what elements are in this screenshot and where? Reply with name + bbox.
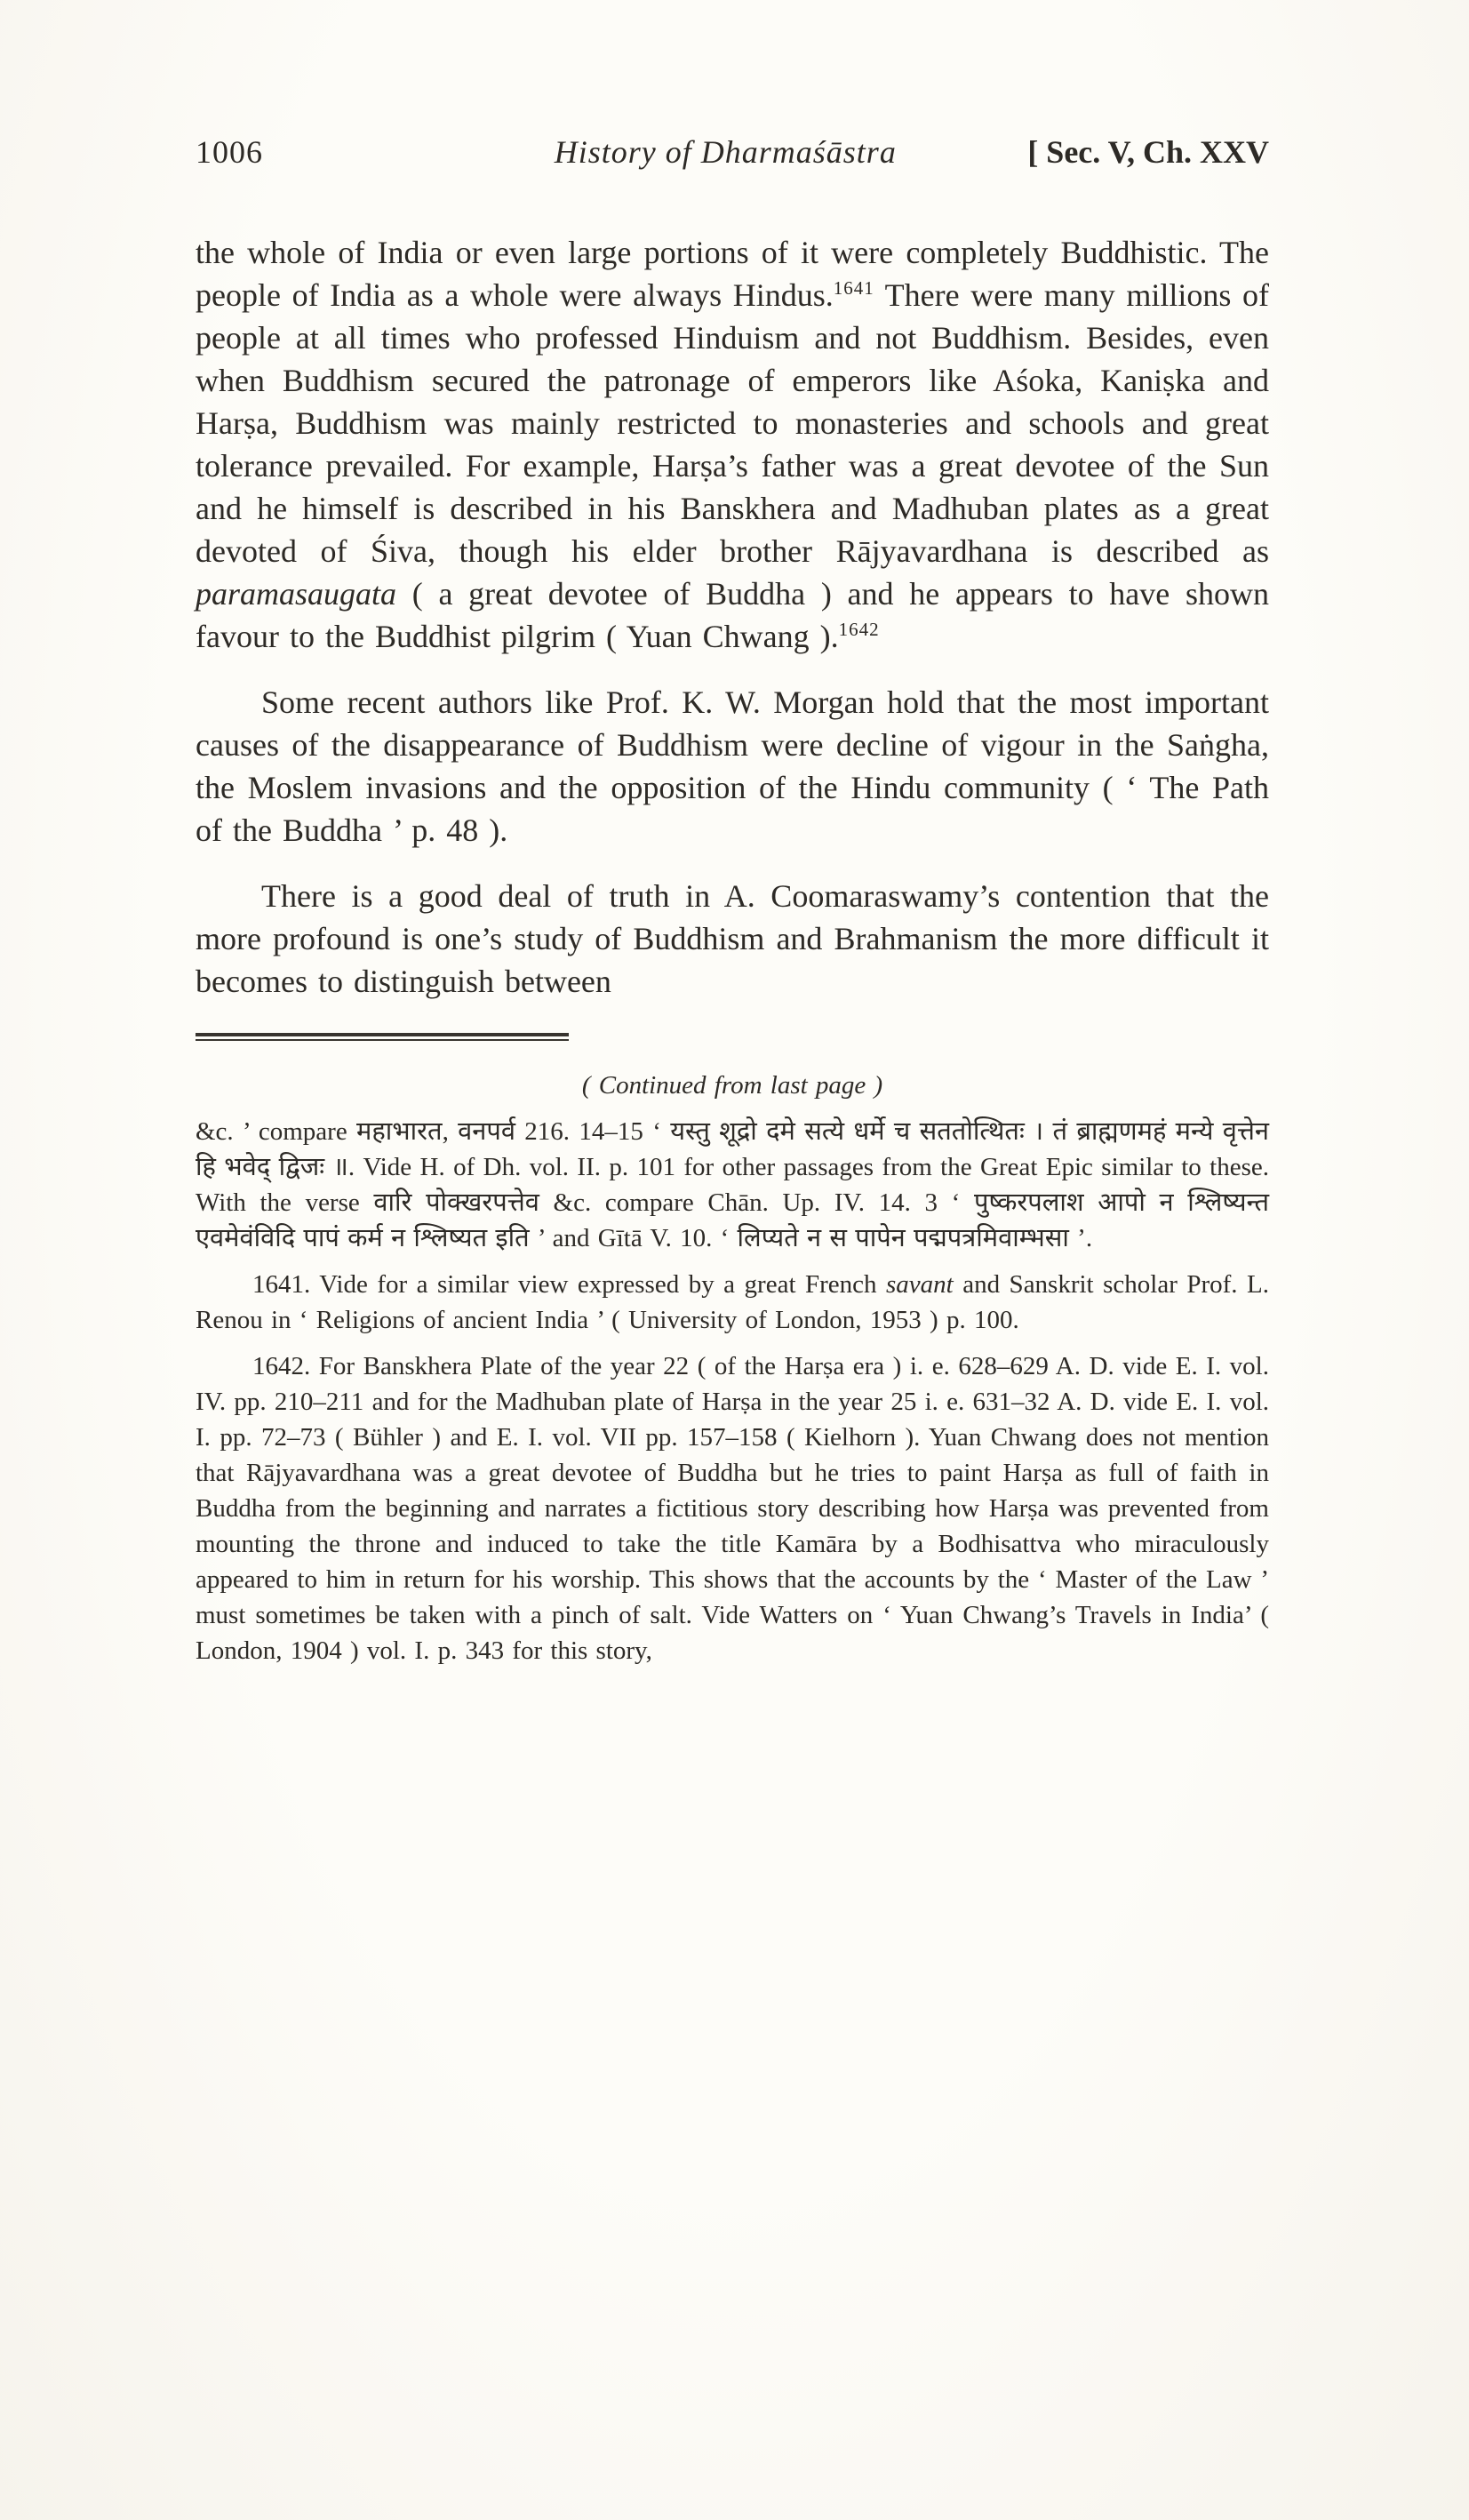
footnotes-section xyxy=(196,1068,1269,1668)
footnote-text-segment: 1641. Vide for a similar view expressed by a great French xyxy=(252,1270,886,1299)
body-paragraph-1 xyxy=(196,231,1269,658)
footnote-ref-1641: 1641 xyxy=(833,277,874,299)
running-title: History of Dharmaśāstra xyxy=(554,134,897,170)
body-text-segment: ( a great devotee of Buddha ) and he appears to have shown favour to the Buddhist pilgrim ( Yuan Chwang ). xyxy=(196,576,1269,654)
body-paragraph-2: Some recent authors like Prof. K. W. Morgan hold that the most important causes of the disappearance of Buddhism were decline of vigour in the Saṅgha, the Moslem invasions and the opposition of the Hindu community ( ‘ The Path of the Buddha ’ p. 48 ). xyxy=(196,684,1269,848)
running-head xyxy=(196,133,1269,188)
body-text-segment: There were many millions of people at all times who professed Hinduism and not Buddhism. Besides, even when Buddhism secured the patronage of emperors like Aśoka, Kaniṣka and Harṣa, Buddhism was mainly restricted to monasteries and schools and great tolerance prevailed. For example, Harṣa’s father was a great devotee of the Sun and he himself is described in his Banskhera and Madhuban plates as a great devoted of Śiva, though his elder brother Rājyavardhana is described as xyxy=(196,277,1270,569)
footnote-1641 xyxy=(196,1267,1269,1338)
footnote-continuation: &c. ’ compare महाभारत, वनपर्व 216. 14–15 ‘ यस्तु शूद्रो दमे सत्ये धर्मे च सततोत्थितः । तं ब्राह्मणमहं मन्ये वृत्तेन हि भवेद् द्विजः ॥. Vide H. of Dh. vol. II. p. 101 for other passages from the Great Epic similar to these. With the verse वारि पोक्खरपत्तेव &c. compare Chān. Up. IV. 14. 3 ‘ पुष्करपलाश आपो न श्लिष्यन्त एवमेवंविदि पापं कर्म न श्लिष्यत इति ’ and Gītā V. 10. ‘ लिप्यते न स पापेन पद्मपत्रमिवाम्भसा ’. xyxy=(196,1117,1269,1252)
footnote-separator xyxy=(196,1033,569,1041)
footnote-ref-1642: 1642 xyxy=(838,619,880,640)
footnote-1642: 1642. For Banskhera Plate of the year 22 ( of the Harṣa era ) i. e. 628–629 A. D. vide E. I. vol. IV. pp. 210–211 and for the Madhuban plate of Harṣa in the year 25 i. e. 631–32 A. D. vide E. I. vol. I. pp. 72–73 ( Bühler ) and E. I. vol. VII pp. 157–158 ( Kielhorn ). Yuan Chwang does not mention that Rājyavardhana was a great devotee of Buddha but he tries to paint Harṣa as full of faith in Buddha from the beginning and narrates a fictitious story describing how Harṣa was prevented from mounting the throne and induced to take the title Kamāra by a Bodhisattva who miraculously appeared to him in return for his worship. This shows that the accounts by the ‘ Master of the Law ’ must sometimes be taken with a pinch of salt. Vide Watters on ‘ Yuan Chwang’s Travels in India’ ( London, 1904 ) vol. I. p. 343 for this story, xyxy=(196,1352,1269,1665)
continued-from-last-page-heading: ( Continued from last page ) xyxy=(581,1071,883,1100)
page-number: 1006 xyxy=(196,134,263,170)
body-text-segment: the whole of India or even large portions of it were completely Buddhistic. The people of India as a whole were always Hindus. xyxy=(196,235,1269,313)
footnote-text-segment-italic: savant xyxy=(886,1270,954,1299)
body-text-segment-italic: paramasaugata xyxy=(196,576,397,612)
section-heading: [ Sec. V, Ch. XXV xyxy=(1027,134,1269,170)
footnote-text-segment: and Sanskrit scholar Prof. L. Renou in ‘ Religions of ancient India ’ ( University of London, 1953 ) p. 100. xyxy=(196,1270,1269,1334)
main-text xyxy=(196,231,1269,1003)
body-paragraph-3: There is a good deal of truth in A. Coomaraswamy’s contention that the more profound is one’s study of Buddhism and Brahmanism the more difficult it becomes to distinguish between xyxy=(196,878,1269,999)
